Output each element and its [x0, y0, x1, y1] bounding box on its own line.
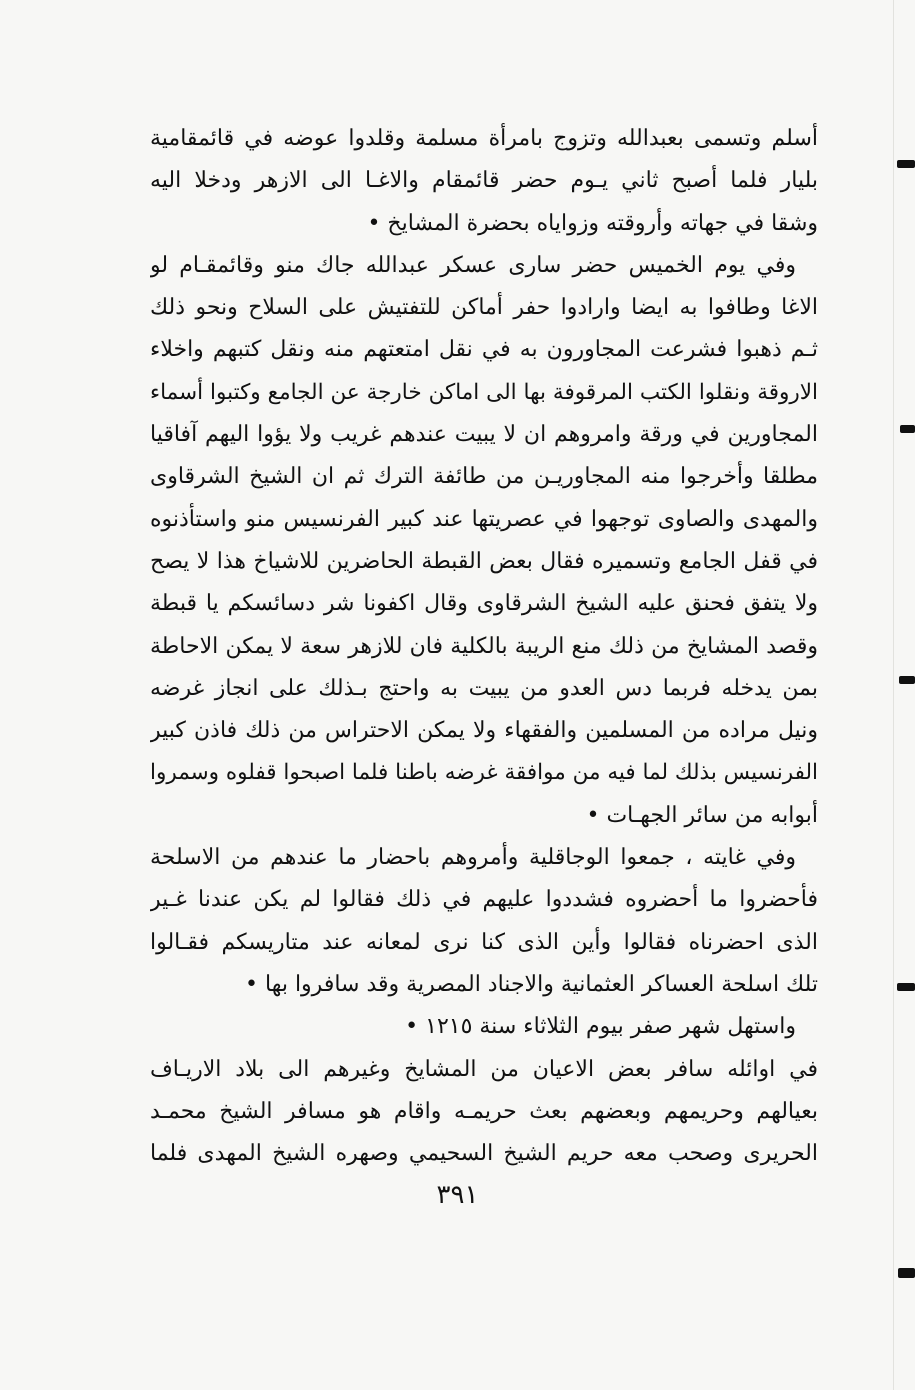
text-line: وقصد المشايخ من ذلك منع الريبة بالكلية فان للازهر سعة لا يمكن الاحاطة [150, 633, 818, 659]
text-line: وشقا في جهاته وأروقته وزواياه بحضرة المشايخ • [367, 210, 818, 236]
text-line: بليار فلما أصبح ثاني يـوم حضر قائمقام والاغـا الى الازهر ودخلا اليه [150, 168, 818, 194]
text-line: في اوائله سافر بعض الاعيان من المشايخ وغيرهم الى بلاد الاريـاف [150, 1056, 818, 1082]
text-line: ولا يتفق فحنق عليه الشيخ الشرقاوى وقال اكفونا شر دسائسكم يا قبطة [150, 591, 818, 617]
text-line: الاغا وطافوا به ايضا وارادوا حفر أماكن للتفتيش على السلاح ونحو ذلك [150, 295, 818, 321]
scan-edge-mark [897, 160, 915, 168]
text-line: واستهل شهر صفر بيوم الثلاثاء سنة ١٢١٥ • [405, 1014, 796, 1040]
text-line: الاروقة ونقلوا الكتب المرقوفة بها الى اماكن خارجة عن الجامع وكتبوا أسماء [150, 379, 818, 405]
scan-edge-mark [900, 425, 915, 433]
text-line: الحريرى وصحب معه حريم الشيخ السحيمي وصهره الشيخ المهدى فلما [150, 1141, 818, 1167]
text-line: في قفل الجامع وتسميره فقال بعض القبطة الحاضرين للاشياخ هذا لا يصح [150, 548, 818, 574]
text-line: ونيل مراده من المسلمين والفقهاء ولا يمكن الاحتراس من ذلك فاذن كبير [150, 718, 818, 744]
text-line: بمن يدخله فربما دس العدو من يبيت به واحتج بـذلك على انجاز غرضه [150, 675, 818, 701]
page-number: ٣٩١ [436, 1180, 479, 1210]
text-line: المجاورين في ورقة وامروهم ان لا يبيت عندهم غريب ولا يؤوا اليهم آفاقيا [150, 422, 818, 448]
text-line: الذى احضرناه فقالوا وأين الذى كنا نرى لمعانه عند متاريسكم فقـالوا [150, 929, 818, 955]
text-line: ثـم ذهبوا فشرعت المجاورون به في نقل امتعتهم منه ونقل كتبهم واخلاء [150, 337, 818, 363]
scan-edge-mark [899, 676, 915, 684]
body-text [150, 118, 818, 1175]
text-line: أبوابه من سائر الجهـات • [586, 802, 818, 828]
text-line: بعيالهم وحريمهم وبعضهم بعث حريمـه واقام هو مسافر الشيخ محمـد [150, 1098, 818, 1124]
scan-edge-mark [898, 1268, 915, 1278]
text-line: والمهدى والصاوى توجهوا في عصريتها عند كبير الفرنسيس منو واستأذنوه [150, 506, 818, 532]
text-line: وفي غايته ، جمعوا الوجاقلية وأمروهم باحضار ما عندهم من الاسلحة [150, 845, 796, 871]
text-line: تلك اسلحة العساكر العثمانية والاجناد المصرية وقد سافروا بها • [245, 971, 818, 997]
text-line: فأحضروا ما أحضروه فشددوا عليهم في ذلك فقالوا لم يكن عندنا غـير [150, 887, 818, 913]
text-line: مطلقا وأخرجوا منه المجاوريـن من طائفة الترك ثم ان الشيخ الشرقاوى [150, 464, 818, 490]
text-line: وفي يوم الخميس حضر سارى عسكر عبدالله جاك منو وقائمقـام لو [150, 252, 796, 278]
scan-edge-mark [897, 983, 915, 991]
text-line: الفرنسيس بذلك لما فيه من موافقة غرضه باطنا فلما اصبحوا قفلوه وسمروا [150, 760, 818, 786]
text-line: أسلم وتسمى بعبدالله وتزوج بامرأة مسلمة وقلدوا عوضه في قائمقامية [150, 126, 818, 151]
